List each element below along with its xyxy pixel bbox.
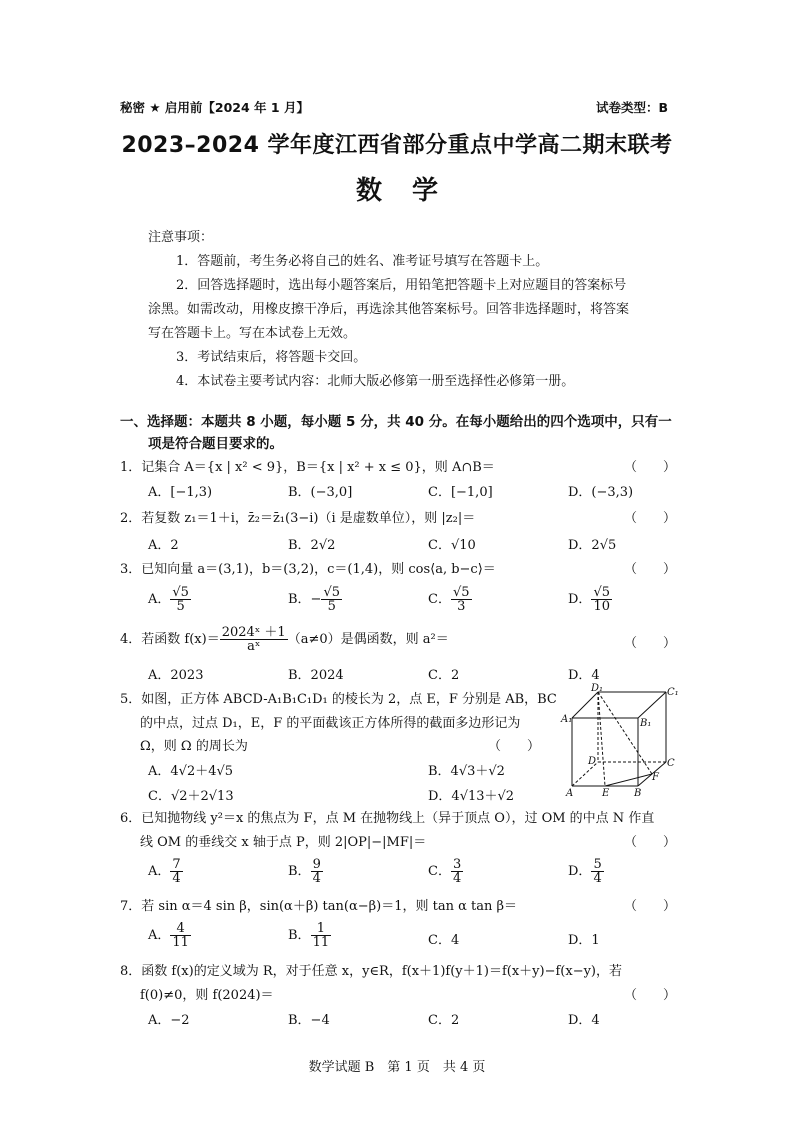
fraction-numerator: √5 [172, 585, 189, 600]
q1-option-b: B．(−3,0] [288, 485, 353, 500]
fraction-denominator: 4 [452, 871, 462, 886]
label-a1: A₁ [561, 714, 573, 725]
q8-option-d: D．4 [568, 1013, 600, 1028]
q4-stem: 4．若函数 f(x)＝ $\frac{\text{2024ˣ ＋1}}{\text{aˣ}}$ （a≠0）是偶函数，则 a²＝ [120, 625, 449, 654]
q2-option-c: C．√10 [428, 538, 476, 553]
fraction-denominator: 4 [172, 871, 181, 886]
q1-option-d: D．(−3,3) [568, 485, 634, 500]
q5-answer-paren: （ ） [488, 739, 541, 754]
paper-type-label: 试卷类型：B [596, 100, 669, 115]
q8-stem-line2: f(0)≠0，则 f(2024)＝ [140, 988, 274, 1003]
q4-option-a: A．2023 [148, 668, 204, 683]
fraction-numerator: √5 [593, 585, 610, 600]
q1-answer-paren: （ ） [624, 460, 677, 475]
q3-option-d: D． $\frac{√5}{10}$ [568, 585, 610, 614]
q5-stem-line2: 的中点，过点 D₁，E，F 的平面截该正方体所得的截面多边形记为 [140, 716, 521, 731]
q3-option-c: C． $\frac{√5}{3}$ [428, 585, 470, 614]
q6-stem-line2: 线 OM 的垂线交 x 轴于点 P，则 2|OP|−|MF|＝ [140, 835, 427, 850]
note-item-3: 3．考试结束后，将答题卡交回。 [176, 350, 367, 365]
q3-stem: 3．已知向量 a＝(3,1)，b＝(3,2)，c＝(1,4)，则 cos⟨a, b−c⟩＝ [120, 562, 496, 577]
fraction-numerator: √5 [323, 585, 341, 600]
note-item-2-line1: 2．回答选择题时，选出每小题答案后，用铅笔把答题卡上对应题目的答案标号 [176, 278, 627, 293]
label-c1: C₁ [667, 687, 679, 698]
exam-title: 2023–2024 学年度江西省部分重点中学高二期末联考 [121, 133, 673, 158]
fraction-numerator: 7 [172, 857, 181, 872]
q4-option-c: C．2 [428, 668, 460, 683]
q6-stem-line1: 6．已知抛物线 y²＝x 的焦点为 F，点 M 在抛物线上（异于顶点 O），过 OM 的中点 N 作直 [120, 811, 655, 826]
fraction-numerator: 3 [452, 857, 462, 872]
q7-option-a: A． $\frac{4}{11}$ [148, 921, 189, 950]
q6-option-c: C． $\frac{3}{4}$ [428, 857, 462, 886]
q4-option-b: B．2024 [288, 668, 344, 683]
label-d1: D₁ [591, 683, 604, 694]
q5-stem-line1: 5．如图，正方体 ABCD-A₁B₁C₁D₁ 的棱长为 2，点 E，F 分别是 AB，BC [120, 692, 557, 707]
fraction-denominator: aˣ [247, 639, 261, 654]
q7-option-d: D．1 [568, 933, 600, 948]
note-item-4: 4．本试卷主要考试内容：北师大版必修第一册至选择性必修第一册。 [176, 374, 575, 389]
q6-option-d: D． $\frac{5}{4}$ [568, 857, 602, 886]
q1-stem: 1．记集合 A＝{x | x² < 9}，B＝{x | x² + x ≤ 0}，则 A∩B＝ [120, 460, 495, 475]
fraction-denominator: 11 [312, 935, 330, 950]
label-b1: B₁ [640, 718, 652, 729]
label-b: B [634, 788, 642, 798]
fraction-numerator: 9 [312, 857, 321, 872]
q8-answer-paren: （ ） [624, 988, 677, 1003]
section-heading-line2: 项是符合题目要求的。 [148, 436, 283, 452]
q7-option-b: B． $\frac{1}{11}$ [288, 921, 330, 950]
q2-option-b: B．2√2 [288, 538, 336, 553]
fraction-denominator: 5 [176, 599, 185, 614]
q7-option-c: C．4 [428, 933, 460, 948]
q6-answer-paren: （ ） [624, 835, 677, 850]
q1-option-c: C．[−1,0] [428, 485, 493, 500]
q2-option-d: D．2√5 [568, 538, 617, 553]
q3-option-b: B．− $\frac{√5}{5}$ [288, 585, 341, 614]
fraction-numerator: 2024ˣ ＋1 [221, 625, 286, 640]
confidential-header: 秘密 ★ 启用前【2024 年 1 月】 [120, 100, 309, 115]
q2-option-a: A．2 [148, 538, 179, 553]
fraction-numerator: 5 [593, 857, 602, 872]
q2-answer-paren: （ ） [624, 511, 677, 526]
fraction-denominator: 5 [327, 599, 336, 614]
q8-option-a: A．−2 [148, 1013, 190, 1028]
fraction-denominator: 11 [172, 935, 189, 950]
fraction-denominator: 3 [457, 599, 466, 614]
section-d1e [598, 692, 605, 786]
q3-answer-paren: （ ） [624, 562, 677, 577]
fraction-denominator: 4 [593, 871, 602, 886]
subject-title: 数学 [355, 176, 468, 206]
note-item-2-line2: 涂黑。如需改动，用橡皮擦干净后，再选涂其他答案标号。回答非选择题时，将答案 [148, 302, 630, 317]
label-d: D [588, 756, 597, 767]
fraction-numerator: √5 [452, 585, 470, 600]
q8-option-c: C．2 [428, 1013, 460, 1028]
section-heading-line1: 一、选择题：本题共 8 小题，每小题 5 分，共 40 分。在每小题给出的四个选项中，只有一 [120, 414, 672, 430]
q4-option-d: D．4 [568, 668, 600, 683]
page-footer: 数学试题 B 第 1 页 共 4 页 [308, 1060, 486, 1075]
fraction-denominator: 10 [593, 599, 610, 614]
label-f: F [652, 772, 659, 783]
edge-b1c1 [638, 692, 666, 718]
fraction-denominator: 4 [312, 871, 321, 886]
label-a: A [566, 788, 574, 798]
q4-answer-paren: （ ） [624, 636, 677, 651]
q7-answer-paren: （ ） [624, 899, 677, 914]
edge-a1d1 [572, 692, 598, 718]
fraction-numerator: 1 [311, 922, 332, 936]
q7-stem: 7．若 sin α＝4 sin β，sin(α＋β) tan(α−β)＝1，则 tan α tan β＝ [120, 899, 518, 914]
notes-heading: 注意事项： [148, 230, 214, 245]
q8-option-b: B．−4 [288, 1013, 330, 1028]
q5-option-d: D．4√13＋√2 [428, 789, 515, 804]
label-e: E [602, 788, 610, 798]
q5-stem-line3: Ω，则 Ω 的周长为 [140, 739, 248, 754]
q5-option-b: B．4√3＋√2 [428, 764, 505, 779]
label-c: C [667, 758, 675, 769]
q6-option-a: A． $\frac{7}{4}$ [148, 857, 181, 886]
q3-option-a: A． $\frac{√5}{5}$ [148, 585, 189, 614]
note-item-1: 1．答题前，考生务必将自己的姓名、准考证号填写在答题卡上。 [176, 254, 549, 269]
fraction-numerator: 4 [170, 922, 191, 936]
q5-option-a: A．4√2＋4√5 [148, 764, 234, 779]
note-item-2-line3: 写在答题卡上。写在本试卷上无效。 [148, 326, 357, 341]
q1-option-a: A．[−1,3) [148, 485, 213, 500]
q2-stem: 2．若复数 z₁＝1＋i，z̄₂＝z̄₁(3−i)（i 是虚数单位），则 |z₂|＝ [120, 511, 476, 526]
q5-option-c: C．√2＋2√13 [148, 789, 234, 804]
q8-stem-line1: 8．函数 f(x)的定义域为 R，对于任意 x，y∈R，f(x＋1)f(y＋1)＝f(x＋y)−f(x−y)，若 [120, 964, 623, 979]
q6-option-b: B． $\frac{9}{4}$ [288, 857, 321, 886]
cube-figure [560, 682, 680, 798]
